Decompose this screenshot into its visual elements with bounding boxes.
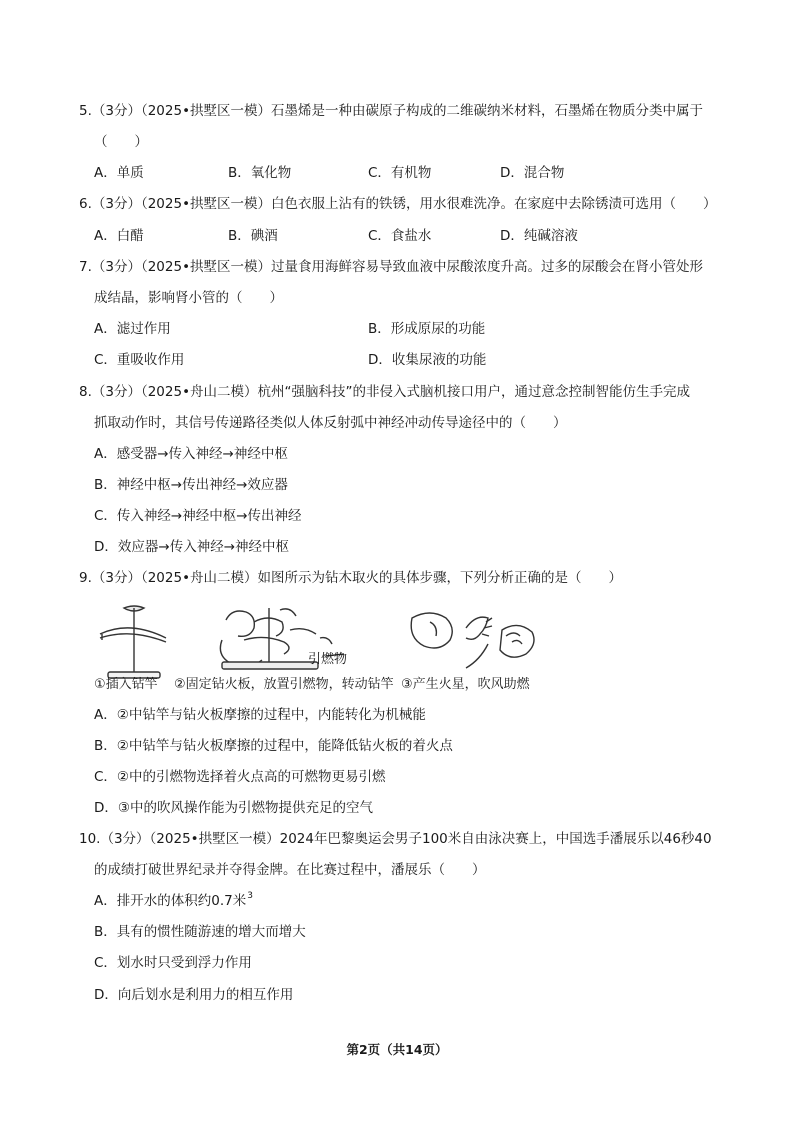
- q9-stem: 9.（3分）（2025•舟山二模）如图所示为钻木取火的具体步骤，下列分析正确的是（ ）: [79, 570, 623, 586]
- q9-caption-step3: ③产生火星，吹风助燃: [401, 677, 530, 692]
- q9-caption-step2: ②固定钻火板，放置引燃物，转动钻竿: [174, 677, 394, 692]
- q7-stem: 7.（3分）（2025•拱墅区一模）过量食用海鲜容易导致血液中尿酸浓度升高。过多的尿酸会在肾小管处形: [79, 259, 704, 275]
- q5-option-a: A．单质: [94, 165, 144, 181]
- q9-option-c: C．②中的引燃物选择着火点高的可燃物更易引燃: [94, 769, 386, 785]
- q9-option-d: D．③中的吹风操作能为引燃物提供充足的空气: [94, 800, 373, 816]
- q9-figure: [94, 600, 554, 695]
- q10-option-a-exponent: 3: [247, 891, 253, 901]
- q5-stem-cont: （ ）: [94, 134, 148, 150]
- q8-option-d: D．效应器→传入神经→神经中枢: [94, 539, 290, 555]
- q5-option-c: C．有机物: [368, 165, 432, 181]
- q8-option-a: A．感受器→传入神经→神经中枢: [94, 446, 288, 462]
- q6-option-a: A．白醋: [94, 228, 144, 244]
- q10-option-d: D．向后划水是利用力的相互作用: [94, 987, 294, 1003]
- q6-option-d: D．纯碱溶液: [500, 228, 578, 244]
- q7-stem-cont: 成结晶，影响肾小管的（ ）: [94, 290, 283, 306]
- q9-tinder-label: 引燃物: [308, 652, 348, 667]
- q5-stem: 5.（3分）（2025•拱墅区一模）石墨烯是一种由碳原子构成的二维碳纳米材料，石墨烯在物质分类中属于: [79, 103, 704, 119]
- q7-option-a: A．滤过作用: [94, 321, 171, 337]
- q10-option-c: C．划水时只受到浮力作用: [94, 955, 252, 971]
- q6-stem: 6.（3分）（2025•拱墅区一模）白色衣服上沾有的铁锈，用水很难洗净。在家庭中去除锈渍可选用（ ）: [79, 196, 717, 212]
- q7-option-b: B．形成原尿的功能: [368, 321, 486, 337]
- q9-option-b: B．②中钻竿与钻火板摩擦的过程中，能降低钻火板的着火点: [94, 738, 453, 754]
- q10-option-a: [94, 891, 253, 913]
- q6-option-c: C．食盐水: [368, 228, 432, 244]
- q5-option-d: D．混合物: [500, 165, 565, 181]
- q10-stem-cont: 的成绩打破世界纪录并夺得金牌。在比赛过程中，潘展乐（ ）: [94, 862, 486, 878]
- q10-stem: 10.（3分）（2025•拱墅区一模）2024年巴黎奥运会男子100米自由泳决赛上，中国选手潘展乐以46秒40: [79, 831, 712, 847]
- q8-stem-cont: 抓取动作时，其信号传递路径类似人体反射弧中神经冲动传导途径中的（ ）: [94, 415, 567, 431]
- q6-option-b: B．碘酒: [228, 228, 278, 244]
- q9-caption-step1: ①插入钻竿: [94, 677, 158, 692]
- q10-option-b: B．具有的惯性随游速的增大而增大: [94, 924, 306, 940]
- q10-option-a-text: A．排开水的体积约0.7米: [94, 893, 247, 909]
- q5-option-b: B．氧化物: [228, 165, 292, 181]
- q7-option-c: C．重吸收作用: [94, 352, 185, 368]
- q9-option-a: A．②中钻竿与钻火板摩擦的过程中，内能转化为机械能: [94, 707, 426, 723]
- q8-option-c: C．传入神经→神经中枢→传出神经: [94, 508, 302, 524]
- page-number-footer: 第2页（共14页）: [346, 1042, 448, 1057]
- q7-option-d: D．收集尿液的功能: [368, 352, 487, 368]
- q8-stem: 8.（3分）（2025•舟山二模）杭州“强脑科技”的非侵入式脑机接口用户，通过意念控制智能仿生手完成: [79, 384, 691, 400]
- q8-option-b: B．神经中枢→传出神经→效应器: [94, 477, 288, 493]
